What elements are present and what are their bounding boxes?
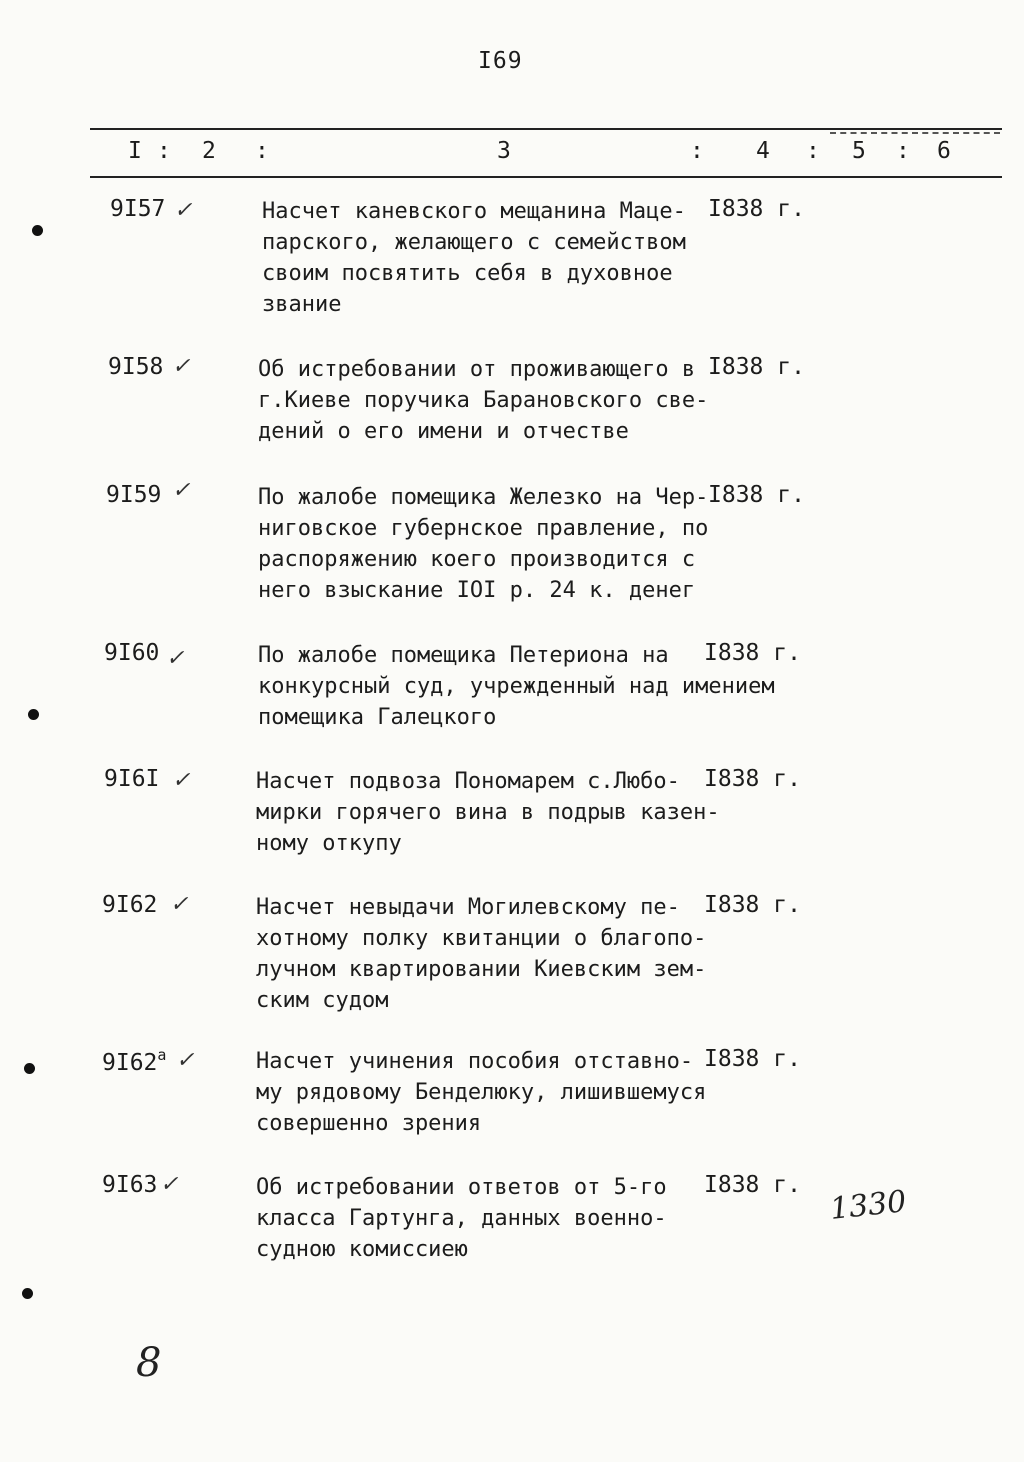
checkmark-icon: ✓	[160, 1172, 179, 1197]
entry-number: 9I57	[110, 196, 166, 222]
entry-description	[256, 892, 706, 1016]
description-line: По жалобе помещика Железко на Чер-	[258, 485, 709, 510]
entry-number: 9I63	[102, 1172, 158, 1198]
description-line: г.Киеве поручика Барановского све-	[258, 388, 709, 413]
entry-number: 9I6I	[104, 766, 160, 792]
header-bottom-rule	[90, 176, 1002, 178]
header-top-rule	[90, 128, 1002, 130]
entry-year: I838 г.	[708, 354, 805, 380]
description-line: Об истребовании от проживающего в	[258, 357, 696, 382]
entry-description	[256, 1046, 706, 1139]
header-sep: :	[806, 138, 820, 164]
description-line: звание	[262, 292, 342, 317]
header-sep: :	[255, 138, 269, 164]
description-line: парского, желающего с семейством	[262, 230, 686, 255]
header-sep: :	[896, 138, 910, 164]
binder-hole	[28, 709, 39, 720]
checkmark-icon: ✓	[176, 1048, 195, 1073]
description-line: Насчет подвоза Пономарем с.Любо-	[256, 769, 680, 794]
header-col4: 4	[756, 138, 770, 164]
checkmark-icon: ✓	[174, 198, 193, 223]
header-sep: :	[157, 138, 171, 164]
description-line: Насчет учинения пособия отставно-	[256, 1049, 694, 1074]
checkmark-icon: ✓	[170, 892, 189, 917]
description-line: совершенно зрения	[256, 1111, 482, 1136]
entry-number: 9I59	[106, 482, 162, 508]
description-line: своим посвятить себя в духовное	[262, 261, 673, 286]
header-col2: 2	[202, 138, 216, 164]
entry-year: I838 г.	[708, 196, 805, 222]
description-line: мирки горячего вина в подрыв казен-	[256, 800, 720, 825]
description-line: Об истребовании ответов от 5-го	[256, 1175, 667, 1200]
entry-description	[258, 640, 775, 733]
checkmark-icon: ✓	[166, 646, 185, 671]
description-line: дений о его имени и отчестве	[258, 419, 629, 444]
entry-number: 9I60	[104, 640, 160, 666]
header-col1: I	[128, 138, 142, 164]
entry-number-suffix: а	[157, 1046, 167, 1064]
description-line: лучном квартировании Киевским зем-	[256, 957, 707, 982]
entry-number: $9I62^а$	[102, 1046, 167, 1076]
header-sep: :	[690, 138, 704, 164]
description-line: него взыскание IOI р. 24 к. денег	[258, 578, 696, 603]
entry-description	[258, 482, 708, 606]
entry-description	[258, 354, 708, 447]
description-line: класса Гартунга, данных военно-	[256, 1206, 667, 1231]
checkmark-icon: ✓	[172, 768, 191, 793]
binder-hole	[22, 1288, 33, 1299]
handwritten-sheet-mark: 8	[136, 1340, 162, 1386]
entry-year: I838 г.	[704, 766, 801, 792]
entry-year: I838 г.	[704, 1172, 801, 1198]
checkmark-icon: ✓	[172, 354, 191, 379]
description-line: ниговское губернское правление, по	[258, 516, 709, 541]
description-line: ному откупу	[256, 831, 402, 856]
description-line: судною комиссиею	[256, 1237, 468, 1262]
header-col5: 5	[852, 138, 866, 164]
header-col6: 6	[937, 138, 951, 164]
description-line: конкурсный суд, учрежденный над имением	[258, 674, 775, 699]
entry-description	[256, 766, 720, 859]
header-col3: 3	[497, 138, 511, 164]
description-line: хотному полку квитанции о благопо-	[256, 926, 707, 951]
entry-year: I838 г.	[708, 482, 805, 508]
description-line: По жалобе помещика Петериона на	[258, 643, 669, 668]
handwritten-folio-number: 1330	[828, 1184, 908, 1227]
description-line: ским судом	[256, 988, 389, 1013]
checkmark-icon: ✓	[172, 478, 191, 503]
binder-hole	[24, 1063, 35, 1074]
binder-hole	[32, 225, 43, 236]
entry-year: I838 г.	[704, 892, 801, 918]
description-line: распоряжению коего производится с	[258, 547, 696, 572]
entry-number: 9I62	[102, 892, 158, 918]
description-line: помещика Галецкого	[258, 705, 497, 730]
entry-number: 9I58	[108, 354, 164, 380]
description-line: му рядовому Бенделюку, лишившемуся	[256, 1080, 707, 1105]
description-line: Насчет невыдачи Могилевскому пе-	[256, 895, 680, 920]
description-line: Насчет каневского мещанина Маце-	[262, 199, 686, 224]
entry-description	[262, 196, 686, 320]
entry-year: I838 г.	[704, 640, 801, 666]
entry-description	[256, 1172, 667, 1265]
page-number: I69	[478, 48, 523, 74]
entry-year: I838 г.	[704, 1046, 801, 1072]
